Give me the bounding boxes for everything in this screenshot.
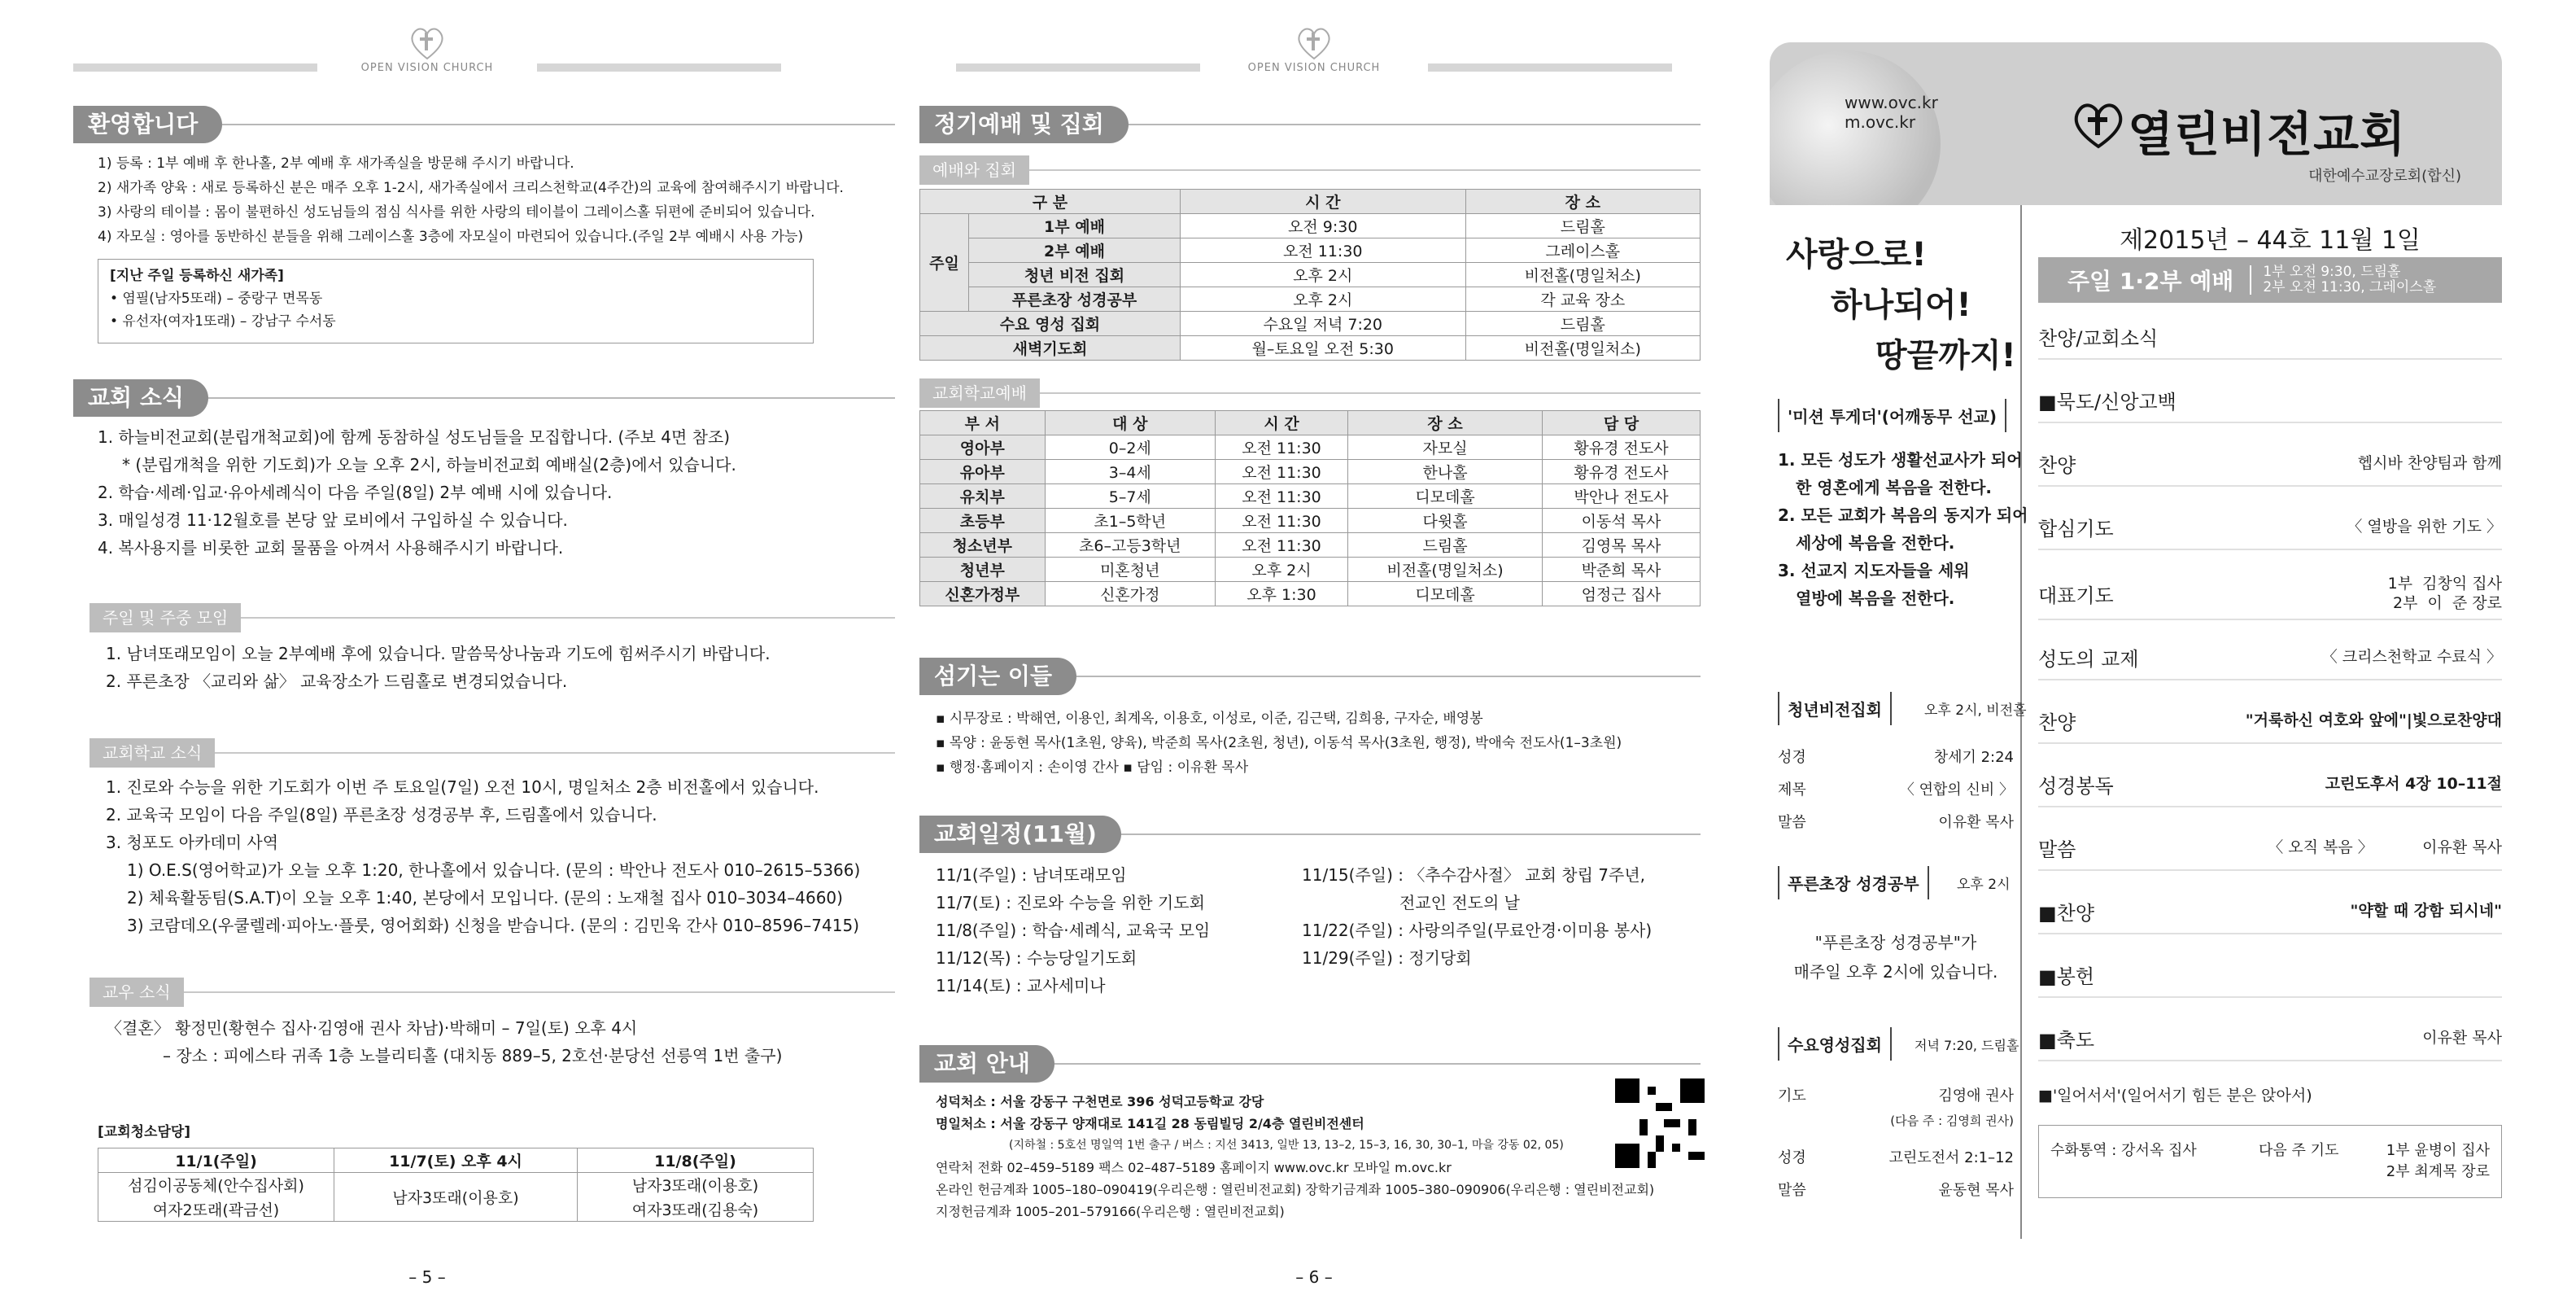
wed-title-text: 수요영성집회 bbox=[1788, 1035, 1882, 1055]
cover-page bbox=[1770, 0, 2543, 1295]
worship-cell: 수요 영성 집회 bbox=[920, 312, 1181, 336]
order-label: ■축도 bbox=[2038, 1028, 2095, 1052]
worship-cell: 오후 2시 bbox=[1181, 287, 1466, 312]
page-header bbox=[883, 15, 1745, 80]
order-label: ■봉헌 bbox=[2038, 965, 2095, 988]
school-cell: 드림홀 bbox=[1348, 533, 1543, 558]
mission-item: 세상에 복음을 전한다. bbox=[1796, 533, 1955, 553]
worship-cell: 드림홀 bbox=[1465, 312, 1700, 336]
news-item: 4. 복사용지를 비롯한 교회 물품을 아껴서 사용해주시기 바랍니다. bbox=[98, 538, 564, 558]
school-header: 시 간 bbox=[1215, 411, 1347, 435]
servant-item: ▪ 행정·홈페이지 : 손이영 간사 ▪ 담임 : 이유환 목사 bbox=[936, 759, 1249, 776]
wed-value: 고린도전서 2:1–12 bbox=[1888, 1149, 2014, 1166]
wed-key: 기도 bbox=[1778, 1087, 1806, 1105]
school-header: 담 당 bbox=[1542, 411, 1700, 435]
mission-item: 3. 선교지 지도자들을 세워 bbox=[1778, 561, 1970, 580]
school-cell: 신혼가정 bbox=[1045, 582, 1215, 606]
mission-item: 2. 모든 교회가 복음의 동지가 되어 bbox=[1778, 505, 2028, 525]
school-cell: 비전홀(명일처소) bbox=[1348, 558, 1543, 582]
cover-url[interactable]: www.ovc.kr bbox=[1845, 93, 1938, 112]
school-cell: 황유경 전도사 bbox=[1542, 435, 1700, 460]
qr-code-icon[interactable] bbox=[1615, 1078, 1705, 1168]
guide-lines bbox=[936, 1091, 1654, 1223]
member-news-item: 〈결혼〉 황정민(황현수 집사·김영애 권사 차남)·박해미 – 7일(토) 오후 4시 bbox=[106, 1018, 638, 1038]
schedule-title: 교회일정(11월) bbox=[919, 816, 1121, 853]
wed-row bbox=[1778, 1112, 2014, 1129]
worship-cell: 월–토요일 오전 5:30 bbox=[1181, 336, 1466, 361]
order-detail: 고린도후서 4장 10–11절 bbox=[2325, 775, 2502, 793]
order-row bbox=[2038, 635, 2502, 680]
order-detail: 〈 오직 복음 〉 이유환 목사 bbox=[2268, 838, 2502, 856]
order-label: ■묵도/신앙고백 bbox=[2038, 390, 2177, 413]
cleaning-title: [교회청소담당] bbox=[98, 1124, 191, 1140]
worship-cell: 수요일 저녁 7:20 bbox=[1181, 312, 1466, 336]
schedule-item: 11/12(목) : 수능당일기도회 bbox=[936, 948, 1137, 968]
mission-item: 열방에 복음을 전한다. bbox=[1796, 588, 1955, 608]
order-detail: 이유환 목사 bbox=[2422, 1029, 2502, 1047]
order-row bbox=[2038, 505, 2502, 550]
order-row bbox=[2038, 825, 2502, 871]
school-cell: 디모데홀 bbox=[1348, 582, 1543, 606]
worship-cell: 푸른초장 성경공부 bbox=[969, 287, 1181, 312]
news-list bbox=[98, 423, 736, 562]
next-prayer-item: 1부 윤병이 집사 bbox=[2386, 1142, 2490, 1159]
youth-row bbox=[1778, 778, 2014, 799]
school-cell: 오전 11:30 bbox=[1215, 484, 1347, 509]
church-logo-icon bbox=[2069, 93, 2128, 151]
school-cell: 오전 11:30 bbox=[1215, 435, 1347, 460]
welcome-item: 1) 등록 : 1부 예배 후 한나홀, 2부 예배 후 새가족실을 방문해 주시기 바랍니다. bbox=[98, 155, 574, 172]
order-detail: 〈 크리스천학교 수료식 〉 bbox=[2321, 648, 2502, 666]
order-row bbox=[2038, 378, 2502, 423]
page-number: – 5 – bbox=[408, 1267, 446, 1287]
school-worship-table bbox=[919, 410, 1701, 606]
welcome-item: 4) 자모실 : 영아를 동반하신 분들을 위해 그레이스홀 3층에 자모실이 마련되어 있습니다.(주일 2부 예배시 사용 가능) bbox=[98, 229, 804, 245]
mission-list bbox=[1778, 446, 2028, 612]
servants-list bbox=[936, 707, 1622, 780]
green-title-text: 푸른초장 성경공부 bbox=[1788, 874, 1919, 894]
member-news-item: – 장소 : 피에스타 귀족 1층 노블리티홀 (대치동 889–5, 2호선·분당선 선릉역 1번 출구) bbox=[163, 1046, 783, 1065]
cleaning-cell: 남자3또래(이용호) bbox=[334, 1173, 578, 1222]
next-prayer-label: 다음 주 기도 bbox=[2259, 1142, 2339, 1159]
school-news-title: 교회학교 소식 bbox=[90, 738, 215, 768]
schedule-item: 11/14(토) : 교사세미나 bbox=[936, 976, 1106, 995]
school-cell: 오후 1:30 bbox=[1215, 582, 1347, 606]
cover-left-panel bbox=[1770, 205, 2028, 1239]
worship-header: 시 간 bbox=[1181, 190, 1466, 214]
wed-value: 윤동현 목사 bbox=[1938, 1182, 2014, 1199]
school-cell: 오전 11:30 bbox=[1215, 533, 1347, 558]
green-text bbox=[1778, 928, 2014, 987]
wed-key: 성경 bbox=[1778, 1149, 1806, 1166]
school-cell: 영아부 bbox=[920, 435, 1046, 460]
worship-cell: 2부 예배 bbox=[969, 238, 1181, 263]
cover-url[interactable]: m.ovc.kr bbox=[1845, 112, 1916, 132]
youth-row bbox=[1778, 746, 2014, 767]
cleaning-cell: 남자3또래(이용호) bbox=[577, 1173, 813, 1197]
news-section-header bbox=[73, 378, 895, 418]
sunday-meetings-title: 주일 및 주중 모임 bbox=[90, 603, 241, 632]
mission-item: 한 영혼에게 복음을 전한다. bbox=[1796, 478, 1993, 497]
order-label: 찬양 bbox=[2038, 453, 2076, 477]
schedule-item: 전교인 전도의 날 bbox=[1399, 893, 1520, 912]
order-row bbox=[2038, 698, 2502, 744]
welcome-list bbox=[98, 151, 844, 249]
page-6 bbox=[883, 0, 1745, 1295]
school-header: 부 서 bbox=[920, 411, 1046, 435]
next-prayer-list bbox=[2386, 1139, 2490, 1181]
school-cell: 박준희 목사 bbox=[1542, 558, 1700, 582]
school-cell: 신혼가정부 bbox=[920, 582, 1046, 606]
youth-key: 성경 bbox=[1778, 749, 1806, 766]
cleaning-cell: 섬김이공동체(안수집사회) bbox=[98, 1173, 334, 1197]
school-cell: 오후 2시 bbox=[1215, 558, 1347, 582]
order-row bbox=[2038, 314, 2502, 360]
youth-key: 제목 bbox=[1778, 781, 1806, 798]
schedule-right bbox=[1302, 861, 1652, 972]
order-row bbox=[2038, 441, 2502, 487]
cleaning-header: 11/7(토) 오후 4시 bbox=[334, 1148, 578, 1173]
youth-meeting-title bbox=[1778, 692, 1892, 725]
page-5 bbox=[0, 0, 861, 1295]
guide-title: 교회 안내 bbox=[919, 1045, 1054, 1083]
school-news-header bbox=[90, 737, 895, 768]
school-header: 대 상 bbox=[1045, 411, 1215, 435]
service-band bbox=[2038, 257, 2502, 303]
order-row bbox=[2038, 568, 2502, 620]
order-label: 성도의 교제 bbox=[2038, 647, 2139, 671]
youth-value: 〈 연합의 신비 〉 bbox=[1899, 781, 2014, 798]
schedule-item: 11/22(주일) : 사랑의주일(무료안경·이미용 봉사) bbox=[1302, 921, 1653, 940]
worship-cell: 오후 2시 bbox=[1181, 263, 1466, 287]
news-item: 2. 학습·세례·입교·유아세례식이 다음 주일(8일) 2부 예배 시에 있습니다. bbox=[98, 483, 613, 502]
school-cell: 초1–5학년 bbox=[1045, 509, 1215, 533]
sign-interpreter: 수화통역 : 강서옥 집사 bbox=[2050, 1142, 2197, 1159]
servants-section-header bbox=[919, 656, 1701, 697]
school-cell: 초6–고등3학년 bbox=[1045, 533, 1215, 558]
school-cell: 이동석 목사 bbox=[1542, 509, 1700, 533]
school-cell: 박안나 전도사 bbox=[1542, 484, 1700, 509]
school-cell: 엄정근 집사 bbox=[1542, 582, 1700, 606]
worship-sub-title: 예배와 집회 bbox=[919, 155, 1029, 185]
order-detail: "거룩하신 여호와 앞에"|빛으로찬양대 bbox=[2245, 711, 2502, 729]
school-cell: 오전 11:30 bbox=[1215, 460, 1347, 484]
cleaning-header: 11/1(주일) bbox=[98, 1148, 334, 1173]
order-label: 찬양/교회소식 bbox=[2038, 326, 2159, 350]
next-prayer-item: 2부 최계목 장로 bbox=[2386, 1163, 2490, 1180]
worship-header: 장 소 bbox=[1465, 190, 1700, 214]
news-item: 3. 매일성경 11·12월호를 본당 앞 로비에서 구입하실 수 있습니다. bbox=[98, 510, 568, 530]
guide-line: 연락처 전화 02–459–5189 팩스 02–487–5189 홈페이지 www.ovc.kr 모바일 m.ovc.kr bbox=[936, 1160, 1452, 1175]
school-cell: 0–2세 bbox=[1045, 435, 1215, 460]
order-row bbox=[2038, 889, 2502, 934]
member-news-header bbox=[90, 977, 895, 1008]
guide-section-header bbox=[919, 1043, 1701, 1084]
worship-cell: 새벽기도회 bbox=[920, 336, 1181, 361]
denomination: 대한예수교장로회(합신) bbox=[2308, 168, 2461, 185]
worship-section-header bbox=[919, 104, 1701, 145]
slogan-line: 땅끝까지! bbox=[1875, 337, 2016, 374]
green-line: "푸른초장 성경공부"가 bbox=[1814, 933, 1977, 952]
next-week-box bbox=[2038, 1125, 2502, 1198]
cover-header bbox=[1770, 42, 2502, 205]
schedule-item: 11/15(주일) : 〈추수감사절〉 교회 창립 7주년, bbox=[1302, 865, 1646, 885]
service-time: 1부 오전 9:30, 드림홀 bbox=[2263, 264, 2401, 280]
order-label: ■'일어서서'(일어서기 힘든 분은 앉아서) bbox=[2038, 1086, 2312, 1105]
guide-line: 온라인 헌금계좌 1005–180–090419(우리은행 : 열린비전교회) 장학기금계좌 1005–380–090906(우리은행 : 열린비전교회) bbox=[936, 1182, 1655, 1197]
school-cell: 자모실 bbox=[1348, 435, 1543, 460]
wed-row bbox=[1778, 1179, 2014, 1200]
service-time: 2부 오전 11:30, 그레이스홀 bbox=[2263, 279, 2437, 295]
welcome-item: 3) 사랑의 테이블 : 몸이 불편하신 성도님들의 점심 식사를 위한 사랑의 테이블이 그레이스홀 뒤편에 준비되어 있습니다. bbox=[98, 204, 815, 221]
school-cell: 한나홀 bbox=[1348, 460, 1543, 484]
header-church-name: OPEN VISION CHURCH bbox=[1247, 62, 1381, 74]
worship-cell: 비전홀(명일처소) bbox=[1465, 336, 1700, 361]
sunday-meetings-header bbox=[90, 602, 895, 633]
order-label: 합심기도 bbox=[2038, 517, 2114, 540]
school-cell: 3–4세 bbox=[1045, 460, 1215, 484]
schedule-item: 11/29(주일) : 정기당회 bbox=[1302, 948, 1472, 968]
church-logo-icon bbox=[406, 20, 448, 62]
wed-time: 저녁 7:20, 드림홀 bbox=[1915, 1038, 2019, 1053]
mission-title bbox=[1778, 399, 2006, 432]
order-label: 말씀 bbox=[2038, 838, 2076, 861]
mission-item: 1. 모든 성도가 생활선교사가 되어 bbox=[1778, 450, 2023, 470]
newcomer-line: • 유선자(여자1또래) – 강남구 수서동 bbox=[110, 313, 336, 330]
servant-item: ▪ 시무장로 : 박해연, 이용인, 최계옥, 이용호, 이성로, 이준, 김근택, 김희용, 구자순, 배영봉 bbox=[936, 711, 1483, 727]
header-church-name: OPEN VISION CHURCH bbox=[360, 62, 494, 74]
worship-title: 정기예배 및 집회 bbox=[919, 106, 1129, 143]
wed-row bbox=[1778, 1084, 2014, 1105]
cleaning-cell: 여자2또래(곽금선) bbox=[98, 1197, 334, 1222]
wed-value: 김영애 권사 bbox=[1938, 1087, 2014, 1105]
slogan-line: 사랑으로! bbox=[1786, 236, 1927, 273]
schedule-left bbox=[936, 861, 1210, 1000]
worship-group: 주일 bbox=[920, 214, 969, 312]
schedule-section-header bbox=[919, 814, 1701, 855]
school-worship-sub-header bbox=[919, 378, 1701, 409]
page-number: – 6 – bbox=[1295, 1267, 1333, 1287]
youth-value: 이유환 목사 bbox=[1938, 814, 2014, 831]
order-row bbox=[2038, 1016, 2502, 1061]
news-item: * (분립개척을 위한 기도회)가 오늘 오후 2시, 하늘비전교회 예배실(2층)에서 있습니다. bbox=[122, 455, 736, 475]
school-cell: 5–7세 bbox=[1045, 484, 1215, 509]
welcome-section-header bbox=[73, 104, 895, 145]
guide-line: 지정헌금계좌 1005–201–579166(우리은행 : 열린비전교회) bbox=[936, 1204, 1285, 1219]
newcomers-box bbox=[98, 259, 814, 343]
welcome-title: 환영합니다 bbox=[73, 106, 222, 143]
school-cell: 미혼청년 bbox=[1045, 558, 1215, 582]
worship-cell: 그레이스홀 bbox=[1465, 238, 1700, 263]
school-news-item: 3) 코람데오(우쿨렐레·피아노·플룻, 영어회화) 신청을 받습니다. (문의 : 김민욱 간사 010–8596–7415) bbox=[127, 916, 860, 935]
schedule-item: 11/7(토) : 진로와 수능을 위한 기도회 bbox=[936, 893, 1205, 912]
worship-cell: 1부 예배 bbox=[969, 214, 1181, 238]
order-row bbox=[2038, 762, 2502, 807]
order-label: 찬양 bbox=[2038, 711, 2076, 734]
page-header bbox=[0, 15, 854, 80]
youth-value: 창세기 2:24 bbox=[1933, 749, 2014, 766]
school-worship-sub-title: 교회학교예배 bbox=[919, 378, 1040, 408]
green-study-title bbox=[1778, 866, 1929, 899]
school-cell: 김영목 목사 bbox=[1542, 533, 1700, 558]
worship-cell: 각 교육 장소 bbox=[1465, 287, 1700, 312]
school-news-item: 1. 진로와 수능을 위한 기도회가 이번 주 토요일(7일) 오전 10시, 명일처소 2층 비전홀에서 있습니다. bbox=[106, 777, 819, 797]
worship-header: 구 분 bbox=[920, 190, 1181, 214]
news-item: 1. 하늘비전교회(분립개척교회)에 함께 동참하실 성도님들을 모집합니다. (주보 4면 참조) bbox=[98, 427, 731, 447]
school-cell: 다윗홀 bbox=[1348, 509, 1543, 533]
order-label: 대표기도 bbox=[2038, 584, 2114, 607]
welcome-item: 2) 새가족 양육 : 새로 등록하신 분은 매주 오후 1-2시, 새가족실에서 크리스천학교(4주간)의 교육에 참여해주시기 바랍니다. bbox=[98, 180, 844, 196]
schedule-item: 11/8(주일) : 학습·세례식, 교육국 모임 bbox=[936, 921, 1211, 940]
school-cell: 오전 11:30 bbox=[1215, 509, 1347, 533]
school-cell: 초등부 bbox=[920, 509, 1046, 533]
school-cell: 유치부 bbox=[920, 484, 1046, 509]
worship-cell: 오전 9:30 bbox=[1181, 214, 1466, 238]
cleaning-cell: 여자3또래(김용숙) bbox=[577, 1197, 813, 1222]
cover-urls bbox=[1845, 93, 1938, 132]
cleaning-table bbox=[98, 1148, 814, 1222]
church-logo-icon bbox=[1293, 20, 1335, 62]
order-detail: "약할 때 강함 되시네" bbox=[2350, 902, 2502, 920]
green-time: 오후 2시 bbox=[1957, 877, 2011, 893]
newcomers-title: [지난 주일 등록하신 새가족] bbox=[110, 268, 284, 284]
youth-row bbox=[1778, 811, 2014, 832]
cleaning-header: 11/8(주일) bbox=[577, 1148, 813, 1173]
order-row bbox=[2038, 952, 2502, 998]
youth-key: 말씀 bbox=[1778, 814, 1806, 831]
service-times bbox=[2251, 265, 2436, 295]
youth-title-text: 청년비전집회 bbox=[1788, 700, 1882, 720]
service-title: 주일 1·2부 예배 bbox=[2067, 268, 2234, 295]
green-line: 매주일 오후 2시에 있습니다. bbox=[1793, 962, 1998, 982]
order-detail: 1부 김창익 집사 2부 이 준 장로 bbox=[2387, 575, 2502, 612]
worship-cell: 비전홀(명일처소) bbox=[1465, 263, 1700, 287]
school-news-item: 2. 교육국 모임이 다음 주일(8일) 푸른초장 성경공부 후, 드림홀에서 있습니다. bbox=[106, 805, 657, 825]
servants-title: 섬기는 이들 bbox=[919, 658, 1076, 695]
meeting-item: 2. 푸른초장 〈교리와 삶〉 교육장소가 드림홀로 변경되었습니다. bbox=[106, 672, 568, 691]
school-cell: 청소년부 bbox=[920, 533, 1046, 558]
member-news-list bbox=[106, 1014, 782, 1070]
school-cell: 황유경 전도사 bbox=[1542, 460, 1700, 484]
member-news-title: 교우 소식 bbox=[90, 978, 184, 1007]
news-title: 교회 소식 bbox=[73, 379, 208, 417]
school-news-item: 1) O.E.S(영어학교)가 오늘 오후 1:20, 한나홀에서 있습니다. (문의 : 박안나 전도사 010–2615–5366) bbox=[127, 860, 861, 880]
worship-cell: 드림홀 bbox=[1465, 214, 1700, 238]
wed-row bbox=[1778, 1146, 2014, 1167]
youth-time: 오후 2시, 비전홀 bbox=[1924, 702, 2027, 719]
sunday-meetings-list bbox=[106, 640, 771, 695]
school-news-item: 2) 체육활동팀(S.A.T)이 오늘 오후 1:40, 본당에서 모입니다. (문의 : 노재철 집사 010–3034–4660) bbox=[127, 888, 843, 908]
order-row bbox=[2038, 1071, 2502, 1117]
newcomer-line: • 염필(남자5또래) – 중랑구 면목동 bbox=[110, 291, 323, 307]
church-name: 열린비전교회 bbox=[2128, 107, 2407, 162]
worship-cell: 청년 비전 집회 bbox=[969, 263, 1181, 287]
schedule-item: 11/1(주일) : 남녀또래모임 bbox=[936, 865, 1127, 885]
slogan-line: 하나되어! bbox=[1831, 287, 1971, 324]
guide-line: (지하철 : 5호선 명일역 1번 출구 / 버스 : 지선 3413, 일반 13, 13–2, 15–3, 16, 30, 30–1, 마을 강동 02, 05) bbox=[1009, 1139, 1564, 1152]
school-cell: 유아부 bbox=[920, 460, 1046, 484]
wed-key: 말씀 bbox=[1778, 1182, 1806, 1199]
order-label: 성경봉독 bbox=[2038, 774, 2114, 798]
order-detail: 〈 열방을 위한 기도 〉 bbox=[2347, 518, 2502, 536]
mission-title-text: '미션 투게더'(어깨동무 선교) bbox=[1788, 407, 1997, 427]
worship-table bbox=[919, 189, 1701, 361]
worship-cell: 오전 11:30 bbox=[1181, 238, 1466, 263]
school-cell: 디모데홀 bbox=[1348, 484, 1543, 509]
school-news-item: 3. 청포도 아카데미 사역 bbox=[106, 833, 279, 852]
order-label: ■찬양 bbox=[2038, 901, 2095, 925]
guide-line: 성덕처소 : 서울 강동구 구천면로 396 성덕고등학교 강당 bbox=[936, 1094, 1264, 1109]
wed-meeting-title bbox=[1778, 1027, 1892, 1061]
school-cell: 청년부 bbox=[920, 558, 1046, 582]
school-header: 장 소 bbox=[1348, 411, 1543, 435]
issue-date: 제2015년 – 44호 11월 1일 bbox=[2120, 226, 2421, 255]
school-news-list bbox=[106, 773, 860, 939]
meeting-item: 1. 남녀또래모임이 오늘 2부예배 후에 있습니다. 말씀묵상나눔과 기도에 힘써주시기 바랍니다. bbox=[106, 644, 771, 663]
servant-item: ▪ 목양 : 윤동현 목사(1초원, 양육), 박준희 목사(2초원, 청년), 이동석 목사(3초원, 행정), 박애숙 전도사(1–3초원) bbox=[936, 735, 1622, 751]
guide-line: 명일처소 : 서울 강동구 양재대로 141길 28 동림빌딩 2/4층 열린비전센터 bbox=[936, 1116, 1364, 1131]
order-detail: 헵시바 찬양팀과 함께 bbox=[2357, 454, 2502, 472]
wed-value: (다음 주 : 김영희 권사) bbox=[1890, 1113, 2014, 1128]
worship-sub-header bbox=[919, 155, 1701, 186]
